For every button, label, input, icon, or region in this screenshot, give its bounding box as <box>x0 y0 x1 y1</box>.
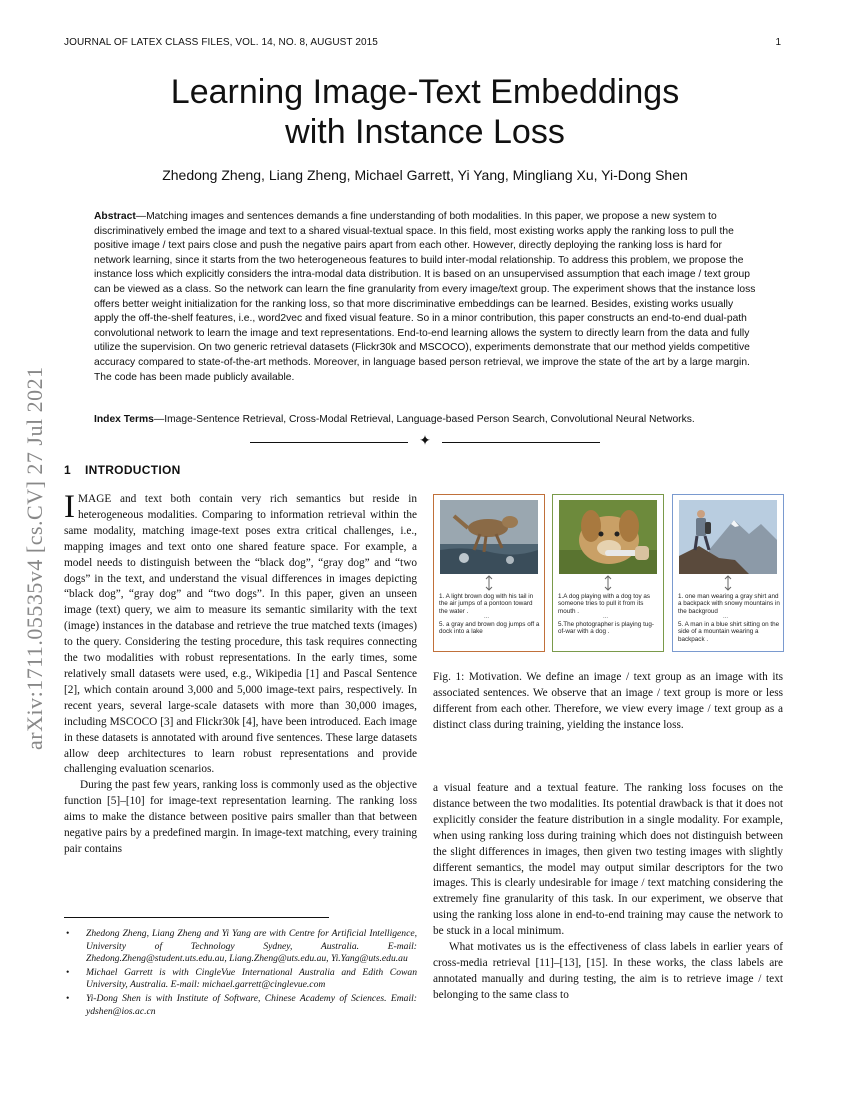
right-paragraph-2: What motivates us is the effectiveness of class labels in earlier years of cross-media retrieval [11]–[13], [15]. In these works, the class labels are annotated manually and during testing, the aim is to retrieve image / text belonging to the same class to <box>433 941 783 1001</box>
footnote-item: • Michael Garrett is with CingleVue International Australia and Edith Cowan University, Australia. E-mail: michael.garrett@cinglevue.com <box>64 967 417 992</box>
figure-1 <box>433 494 785 652</box>
index-terms <box>94 413 756 427</box>
divider-line-left <box>250 442 408 443</box>
intro-paragraph-1-text: MAGE and text both contain very rich semantics but reside in heterogeneous modalities. Comparing to information retrieval within the same modality, matching image-text poses extra critical challenges, i.e., mapping images and text onto one shared feature space. For example, a model needs to distinguish between the “black dog”, “gray dog” and “two dogs” in the text, and understand the visual differences in images depicting “black dog”, “gray dog” and “two dogs”. In this paper, given an unseen image (text) query, we aim to measure its semantic similarity with the text (image) instances in the database and retrieve the true matched texts (images) to the query. Considering the testing procedure, this task requires connecting the two modalities with robust representations. In the early times, some relatively small datasets were used, e.g., Wikipedia [1] and Pascal Sentence [2], which contain around 3,000 and 5,000 image-text pairs, respectively. In recent years, several large-scale datasets with more than 30,000 images, including MSCOCO [3] and Flickr30k [4], have been introduced. Each image in these datasets is annotated with around five sentences. These large datasets allow deep architectures to learn robust representations and provide challenging evaluation scenarios. <box>64 493 417 776</box>
intro-paragraph-1 <box>64 489 417 778</box>
footnotes <box>64 928 417 1019</box>
panel-caption-first: 1. one man wearing a gray shirt and a backpack with snowy mountains in the backgroud <box>678 593 780 615</box>
section-title: INTRODUCTION <box>84 463 181 477</box>
abstract <box>94 210 756 385</box>
figure-panel-3 <box>672 494 784 652</box>
hiker-photo <box>679 500 777 574</box>
footnote-rule <box>64 917 329 918</box>
double-arrow-icon <box>484 575 494 591</box>
divider-line-right <box>442 442 600 443</box>
panel-caption-ellipsis: ... <box>723 614 729 620</box>
paper-title <box>0 72 850 152</box>
section-divider <box>250 433 600 453</box>
figure-caption: Fig. 1: Motivation. We define an image / text group as an image with its associated sentences. We observe that an image / text group is more or less different from each other. Therefore, we view every image / text group as a distinct class during training, yielding the instance loss. <box>433 671 783 731</box>
figure-panel-2 <box>552 494 664 652</box>
journal-header: JOURNAL OF LATEX CLASS FILES, VOL. 14, NO. 8, AUGUST 2015 <box>64 37 378 48</box>
index-terms-text: —Image-Sentence Retrieval, Cross-Modal Retrieval, Language-based Person Search, Convolutional Neural Networks. <box>153 414 695 425</box>
panel-caption-ellipsis: ... <box>484 614 490 620</box>
section-heading <box>64 463 181 477</box>
panel-caption-fifth: 5. A man in a blue shirt sitting on the side of a mountain wearing a backpack . <box>678 621 780 643</box>
panel-caption-first: 1.A dog playing with a dog toy as someone tries to pull it from its mouth . <box>558 593 651 615</box>
left-column <box>64 489 417 858</box>
dog-toy-photo <box>559 500 657 574</box>
abstract-label: Abstract <box>94 211 136 222</box>
index-terms-label: Index Terms <box>94 414 154 425</box>
section-number: 1 <box>64 463 71 477</box>
title-line-2: with Instance Loss <box>285 113 565 151</box>
panel-caption-first: 1. A light brown dog with his tail in the air jumps of a pontoon toward the water . <box>439 593 534 615</box>
dog-jumping-photo <box>440 500 538 574</box>
abstract-text: —Matching images and sentences demands a fine understanding of both modalities. In this paper, we propose a new system to discriminatively embed the image and text to a shared visual-textual space. In this field, most existing works apply the ranking loss to pull the positive image / text pairs close and push the negative pairs apart from each other. However, directly deploying the ranking loss is hard for network learning, since it starts from the two heterogeneous features to build inter-modal relationship. To address this problem, we propose the instance loss which explicitly considers the intra-modal data distribution. It is based on an unsupervised assumption that each image / text group can be viewed as a class. So the network can learn the fine granularity from every image/text group. The experiment shows that the instance loss offers better weight initialization for the ranking loss, so that more discriminative embeddings can be learned. Besides, existing works usually apply the off-the-shelf features, i.e., word2vec and fixed visual feature. So in a minor contribution, this paper constructs an end-to-end dual-path convolutional network to learn the image and text representations. End-to-end learning allows the system to directly learn from the data and fully utilize the supervision. On two generic retrieval datasets (Flickr30k and MSCOCO), experiments demonstrate that our method yields competitive accuracy compared to state-of-the-art methods. Moreover, in language based person retrieval, we improve the state of the art by a large margin. The code has been made publicly available. <box>94 211 756 383</box>
drop-cap: I <box>64 489 75 525</box>
panel-caption-ellipsis: ... <box>603 614 609 620</box>
arxiv-stamp: arXiv:1711.05535v4 [cs.CV] 27 Jul 2021 <box>22 366 47 750</box>
right-paragraph-1: a visual feature and a textual feature. The ranking loss focuses on the distance between the two modalities. Its potential drawback is that it does not explicitly consider the feature distribution in a single modality. For example, when using ranking loss during training which does not distinguish between the slight differences in images, then given two testing images with slightly different semantics, the model may output similar descriptors for the two images. This is clearly undesirable for image / text matching considering the extremely fine granularity of this task. In our experiment, we observe that using the ranking loss alone in end-to-end training may cause the network to be stuck in a local minimum. <box>433 782 783 938</box>
figure-panel-1 <box>433 494 545 652</box>
title-line-1: Learning Image-Text Embeddings <box>170 73 680 111</box>
footnote-item: • Zhedong Zheng, Liang Zheng and Yi Yang are with Centre for Artificial Intelligence, University of Technology Sydney, Australia. E-mail: Zhedong.Zheng@student.uts.edu.au, Liang.Zheng@uts.edu.au, Yi.Yang@uts.edu.au <box>64 928 417 966</box>
panel-caption-fifth: 5.The photographer is playing tug-of-war with a dog . <box>558 621 654 636</box>
author-list: Zhedong Zheng, Liang Zheng, Michael Garrett, Yi Yang, Mingliang Xu, Yi-Dong Shen <box>162 167 688 183</box>
footnote-item: • Yi-Dong Shen is with Institute of Software, Chinese Academy of Sciences. Email: ydshen@ios.ac.cn <box>64 993 417 1018</box>
right-column <box>433 781 783 1004</box>
divider-diamond-icon: ✦ <box>419 433 431 449</box>
panel-caption-fifth: 5. a gray and brown dog jumps off a dock into a lake <box>439 621 540 636</box>
intro-paragraph-2: During the past few years, ranking loss is commonly used as the objective function [5]–[10] for image-text representation learning. The ranking loss aims to make the distance between positive pairs smaller than that between negative pairs by a predefined margin. In image-text matching, every training pair contains <box>64 779 417 855</box>
double-arrow-icon <box>723 575 733 591</box>
double-arrow-icon <box>603 575 613 591</box>
page-number: 1 <box>775 37 781 48</box>
